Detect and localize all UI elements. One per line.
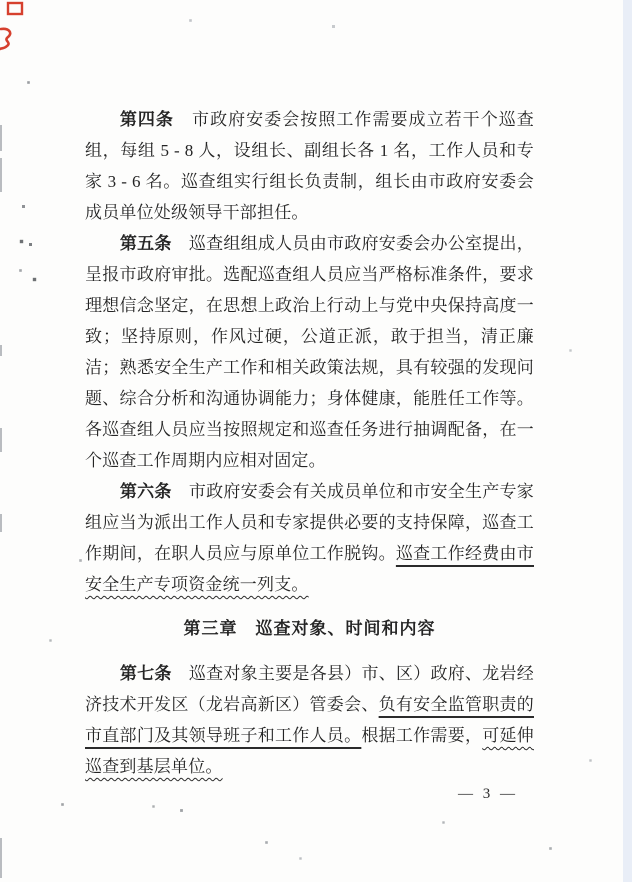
underlined-text-run: 可延伸巡查到基层单位。	[85, 726, 534, 776]
paragraph-article-7	[85, 658, 534, 782]
scan-edge-band	[623, 0, 632, 882]
scan-line-artifact	[0, 345, 2, 356]
article-label: 第六条	[119, 482, 172, 501]
text-run: 市政府安委会按照工作需要成立若干个巡查组，每组 5 - 8 人，设组长、副组长各 1 名，工作人员和专家 3 - 6 名。巡查组实行组长负责制，组长由市政府安委会成员单位处级领导干部担任。	[85, 110, 535, 222]
underlined-text-run: 负有安全监管职责的市直部门及其领导班子和工作人员。	[85, 695, 534, 745]
article-label: 第五条	[119, 234, 172, 253]
text-run: 根据工作需要，	[361, 726, 483, 745]
paragraph-article-6	[85, 476, 534, 600]
text-run: 市政府安委会有关成员单位和市安全生产专家组应当为派出工作人员和专家提供必要的支持保障，巡查工作期间，在职人员应与原单位工作脱钩。	[85, 482, 534, 563]
underlined-text-run: 安全生产专项资金统一列支。	[85, 575, 309, 594]
text-run: 巡查对象主要是各县）市、区）政府、龙岩经济技术开发区（龙岩高新区）管委会、	[85, 664, 534, 714]
document-body	[85, 104, 534, 782]
chapter-heading: 第三章 巡查对象、时间和内容	[183, 619, 436, 638]
underlined-text-run: 巡查工作经费由市	[395, 544, 534, 563]
scan-line-artifact	[0, 838, 2, 878]
scan-line-artifact	[0, 158, 2, 192]
page-number: — 3 —	[458, 786, 518, 802]
red-stamp-fragment-icon	[0, 27, 16, 51]
article-label: 第七条	[119, 664, 172, 683]
scan-noise-specks	[0, 0, 1, 1]
article-label: 第四条	[119, 110, 174, 129]
paragraph-article-4	[85, 104, 534, 228]
scan-line-artifact	[0, 125, 2, 151]
scan-line-artifact	[0, 514, 2, 532]
paragraph-article-5	[85, 228, 534, 476]
red-stamp-fragment-icon	[6, 1, 26, 17]
scan-line-artifact	[0, 428, 2, 452]
text-run: 巡查组组成人员由市政府安委会办公室提出，呈报市政府审批。选配巡查组人员应当严格标准条件，要求理想信念坚定，在思想上政治上行动上与党中央保持高度一致；坚持原则，作风过硬，公道正派，敢于担当，清正廉洁；熟悉安全生产工作和相关政策法规，具有较强的发现问题、综合分析和沟通协调能力；身体健康，能胜任工作等。各巡查组人员应当按照规定和巡查任务进行抽调配备，在一个巡查工作周期内应相对固定。	[85, 234, 534, 470]
